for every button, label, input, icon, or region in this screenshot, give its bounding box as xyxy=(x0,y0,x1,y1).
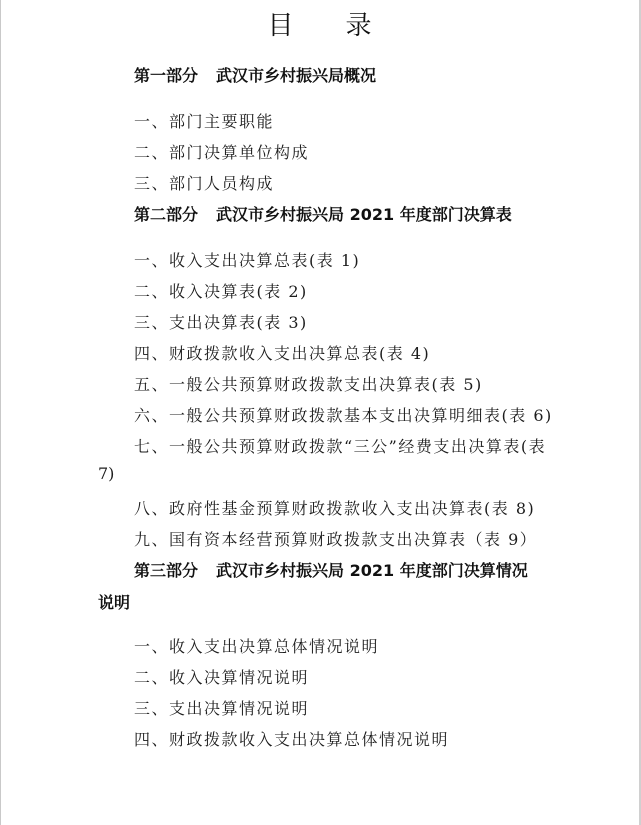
toc-item[interactable]: 七、一般公共预算财政拨款“三公”经费支出决算表(表 xyxy=(134,437,547,456)
part-2-name: 武汉市乡村振兴局 2021 年度部门决算表 xyxy=(216,205,512,224)
toc-item[interactable]: 三、支出决算表(表 3) xyxy=(134,313,308,332)
toc-item[interactable]: 六、一般公共预算财政拨款基本支出决算明细表(表 6) xyxy=(134,406,553,425)
part-1-label: 第一部分 xyxy=(134,66,199,85)
part-1-name: 武汉市乡村振兴局概况 xyxy=(216,66,377,85)
part-3-label: 第三部分 xyxy=(134,561,199,580)
page-title xyxy=(0,5,641,42)
toc-item[interactable]: 二、收入决算情况说明 xyxy=(134,668,310,687)
title-char-2: 录 xyxy=(345,11,374,41)
toc-item[interactable]: 一、部门主要职能 xyxy=(134,112,275,131)
toc-item[interactable]: 四、财政拨款收入支出决算总表(表 4) xyxy=(134,344,431,363)
toc-item[interactable]: 一、收入支出决算总表(表 1) xyxy=(134,251,361,270)
page-edge-left xyxy=(0,0,1,825)
part-1-heading xyxy=(134,63,376,86)
toc-item[interactable]: 三、部门人员构成 xyxy=(134,174,275,193)
title-char-1: 目 xyxy=(267,11,296,41)
toc-item[interactable]: 九、国有资本经营预算财政拨款支出决算表（表 9） xyxy=(134,530,538,549)
part-2-heading xyxy=(134,202,512,225)
toc-item[interactable]: 二、部门决算单位构成 xyxy=(134,143,310,162)
part-3-heading xyxy=(134,558,528,581)
toc-item[interactable]: 一、收入支出决算总体情况说明 xyxy=(134,637,380,656)
toc-item[interactable]: 三、支出决算情况说明 xyxy=(134,699,310,718)
toc-item[interactable]: 八、政府性基金预算财政拨款收入支出决算表(表 8) xyxy=(134,499,536,518)
part-3-heading-continuation: 说明 xyxy=(98,593,131,612)
toc-item[interactable]: 二、收入决算表(表 2) xyxy=(134,282,308,301)
toc-item-continuation[interactable]: 7) xyxy=(98,464,115,483)
part-3-name: 武汉市乡村振兴局 2021 年度部门决算情况 xyxy=(216,561,528,580)
toc-item[interactable]: 四、财政拨款收入支出决算总体情况说明 xyxy=(134,730,450,749)
toc-item[interactable]: 五、一般公共预算财政拨款支出决算表(表 5) xyxy=(134,375,483,394)
part-2-label: 第二部分 xyxy=(134,205,199,224)
